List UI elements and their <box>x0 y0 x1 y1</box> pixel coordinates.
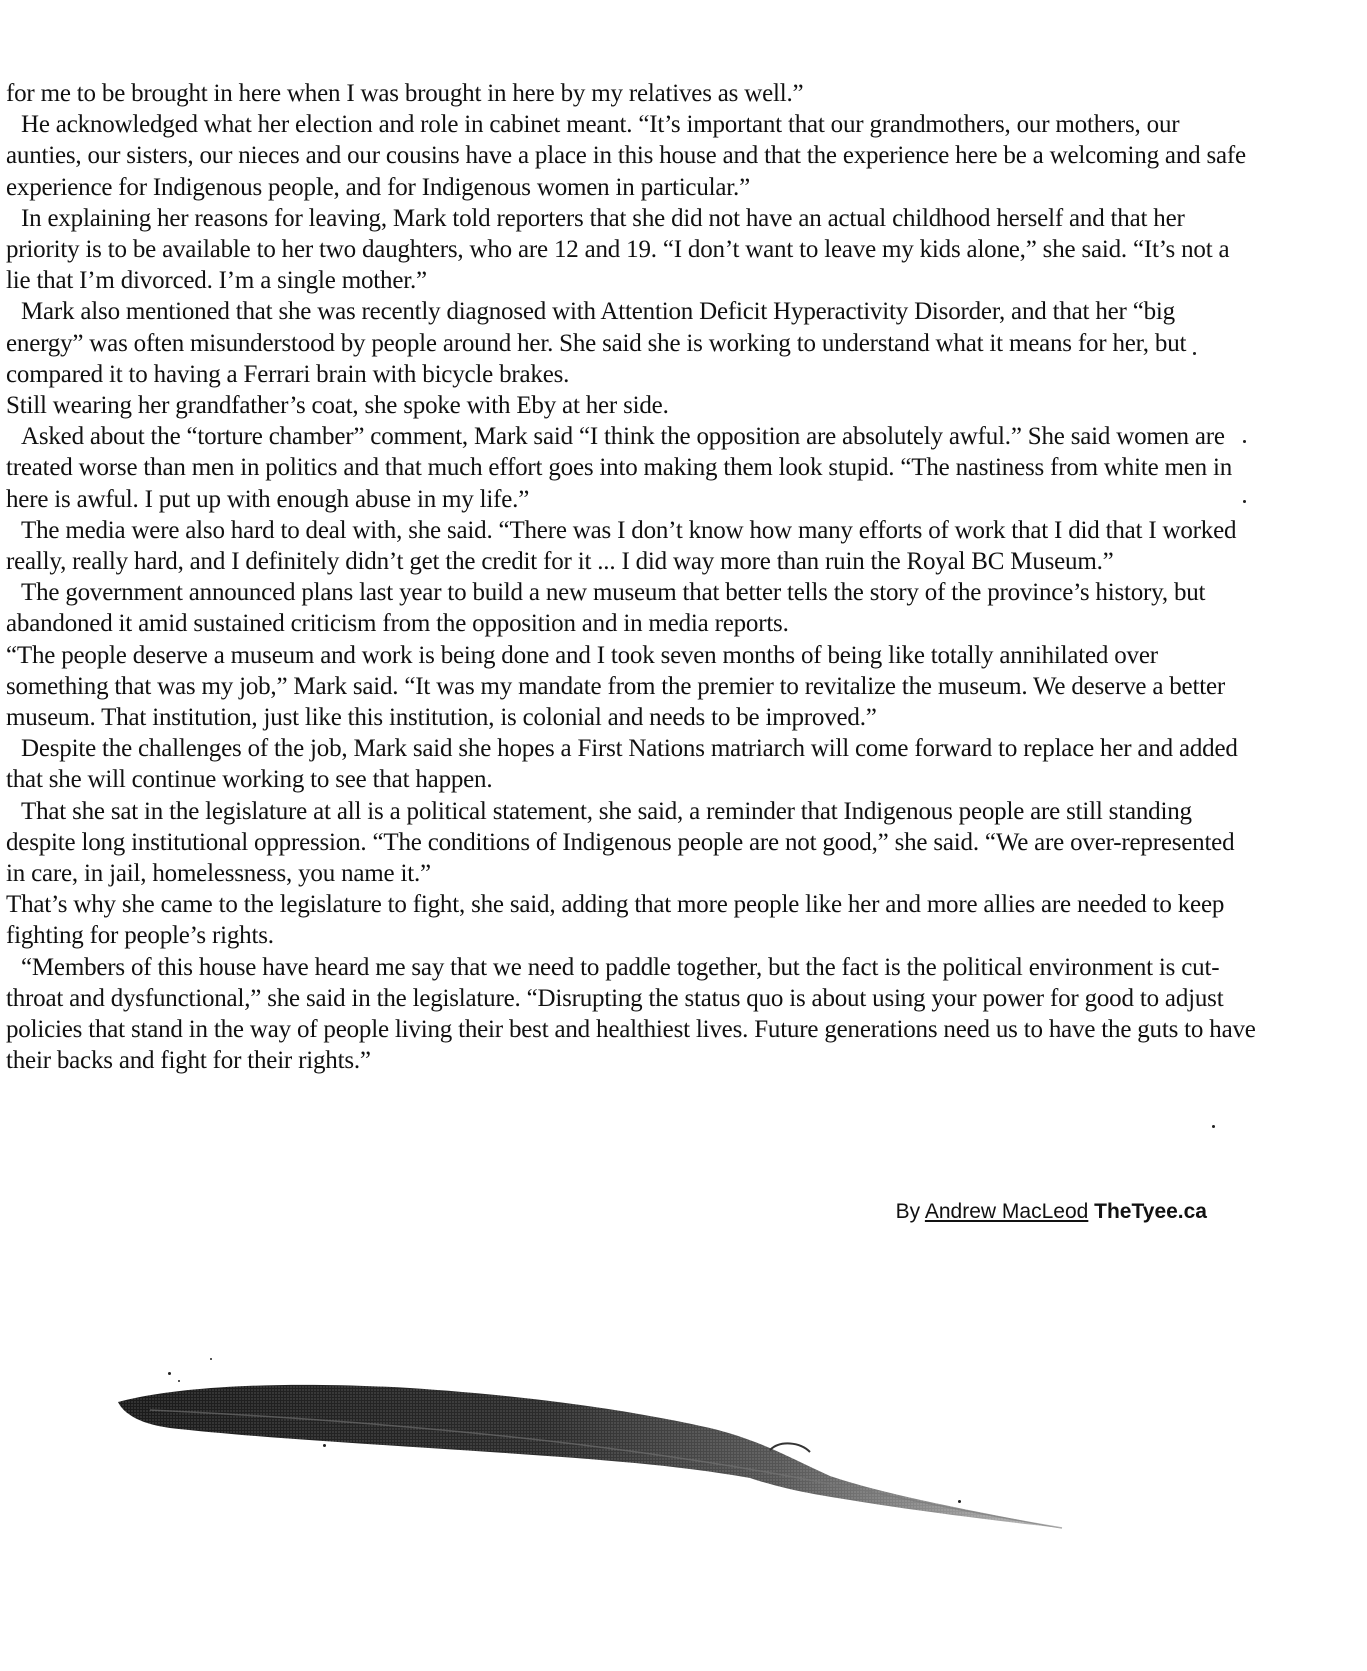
article-paragraph: Mark also mentioned that she was recently diagnosed with Attention Deficit Hyperactivity Disorder, and that her “big energy” was often misunderstood by people around her. She said she is working to understand what it means for her, but compared it to having a Ferrari brain with bicycle brakes. <box>6 298 1187 388</box>
article-paragraph: Still wearing her grandfather’s coat, she spoke with Eby at her side. <box>6 392 669 420</box>
byline-author-link[interactable]: Andrew MacLeod <box>924 1200 1089 1223</box>
speck-mark <box>178 1380 180 1382</box>
article-paragraph: The government announced plans last year to build a new museum that better tells the story of the province’s history, but abandoned it amid sustained criticism from the opposition and in media reports. <box>6 579 1206 638</box>
article-paragraph: That she sat in the legislature at all is a political statement, she said, a reminder that Indigenous people are still standing despite long institutional oppression. “The conditions of Indigenous people are not good,” she said. “We are over-represented in care, in jail, homelessness, you name it.” <box>6 797 1235 888</box>
speck-mark <box>1243 440 1246 443</box>
article-paragraph: Asked about the “torture chamber” comment, Mark said “I think the opposition are absolutely awful.” She said women are treated worse than men in politics and that much effort goes into making them look stupid. “The nastiness from white men in here is awful. I put up with enough abuse in my life.” <box>6 423 1233 513</box>
article-paragraph: “The people deserve a museum and work is being done and I took seven months of being like totally annihilated over something that was my job,” Mark said. “It was my mandate from the premier to revitalize the museum. We deserve a better museum. That institution, just like this institution, is colonial and needs to be improved.” <box>6 641 1225 732</box>
feather-icon <box>110 1380 1070 1540</box>
article-paragraph: That’s why she came to the legislature to fight, she said, adding that more people like her and more allies are needed to keep fighting for people’s rights. <box>6 891 1225 950</box>
speck-mark <box>1193 352 1196 355</box>
article-paragraph: The media were also hard to deal with, she said. “There was I don’t know how many efforts of work that I did that I worked really, really hard, and I definitely didn’t get the credit for it ... I did way more than ruin the Royal BC Museum.” <box>6 516 1237 576</box>
article-paragraph: for me to be brought in here when I was brought in here by my relatives as well.” <box>6 80 804 107</box>
speck-mark <box>1212 1125 1215 1128</box>
byline-prefix: By <box>895 1200 921 1223</box>
article-body <box>6 78 1256 1077</box>
speck-mark <box>323 1444 326 1447</box>
speck-mark <box>1243 500 1246 503</box>
article-paragraph: “Members of this house have heard me say that we need to paddle together, but the fact is the political environment is cut-throat and dysfunctional,” she said in the legislature. “Disrupting the status quo is about using your power for good to adjust policies that stand in the way of people living their best and healthiest lives. Future generations need us to have the guts to have their backs and fight for their rights.” <box>6 953 1256 1075</box>
byline-source: TheTyee.ca <box>1094 1200 1207 1223</box>
speck-mark <box>210 1358 212 1360</box>
byline <box>896 1200 1207 1224</box>
article-paragraph: Despite the challenges of the job, Mark said she hopes a First Nations matriarch will come forward to replace her and added that she will continue working to see that happen. <box>6 735 1238 794</box>
speck-mark <box>958 1500 961 1503</box>
speck-mark <box>168 1372 171 1375</box>
article-paragraph: He acknowledged what her election and role in cabinet meant. “It’s important that our grandmothers, our mothers, our aunties, our sisters, our nieces and our cousins have a place in this house and that the experience here be a welcoming and safe experience for Indigenous people, and for Indigenous women in particular.” <box>6 111 1246 201</box>
article-paragraph: In explaining her reasons for leaving, Mark told reporters that she did not have an actual childhood herself and that her priority is to be available to her two daughters, who are 12 and 19. “I don’t want to leave my kids alone,” she said. “It’s not a lie that I’m divorced. I’m a single mother.” <box>6 204 1230 295</box>
